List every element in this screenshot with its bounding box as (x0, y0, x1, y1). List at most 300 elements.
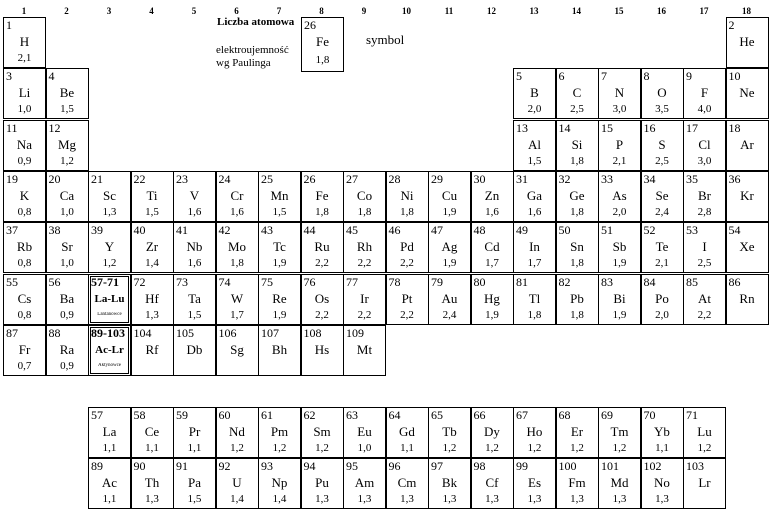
atomic-number: 80 (473, 274, 486, 289)
electronegativity: 2,8 (697, 205, 712, 218)
element-symbol: Cs (17, 290, 32, 306)
element-symbol: Bi (613, 290, 626, 306)
element-cell (428, 171, 471, 222)
element-symbol: Pm (270, 424, 289, 439)
element-symbol: Fm (568, 475, 586, 490)
electronegativity: 2,1 (17, 52, 32, 64)
atomic-number: 89 (91, 459, 103, 473)
element-symbol: Dy (484, 424, 500, 439)
atomic-number: 55 (6, 274, 18, 289)
electronegativity: 1,4 (145, 257, 159, 270)
electronegativity: 1,3 (485, 493, 499, 505)
element-symbol: F (700, 85, 709, 101)
electronegativity: 0,8 (17, 308, 32, 321)
atomic-number: 16 (643, 120, 656, 135)
atomic-number: 38 (48, 223, 61, 238)
electronegativity: 1,1 (400, 442, 414, 454)
element-cell (471, 458, 514, 509)
element-cell (301, 407, 344, 458)
element-cell (556, 458, 599, 509)
electronegativity: 1,6 (230, 205, 244, 218)
electronegativity: 1,2 (570, 442, 584, 454)
element-cell (641, 68, 684, 119)
element-cell (683, 407, 726, 458)
element-symbol: Ni (400, 187, 414, 203)
atomic-number: 94 (303, 459, 316, 473)
atomic-number: 78 (388, 274, 401, 289)
element-cell (88, 222, 131, 273)
element-symbol: Na (16, 136, 33, 152)
element-symbol: Sg (230, 341, 244, 357)
atomic-number: 36 (728, 171, 741, 186)
element-cell (726, 120, 769, 171)
element-symbol: Ag (441, 239, 458, 255)
group-number: 17 (699, 6, 709, 16)
element-symbol: Am (354, 475, 375, 490)
element-cell (343, 222, 386, 273)
electronegativity: 1,2 (485, 442, 499, 454)
atomic-number: 13 (516, 120, 528, 135)
atomic-number: 67 (516, 408, 528, 422)
atomic-number: 66 (473, 408, 486, 422)
group-number: 4 (149, 6, 154, 16)
electronegativity: 3,5 (655, 103, 669, 116)
element-symbol: Rh (356, 239, 373, 255)
electronegativity: 2,2 (315, 257, 329, 270)
atomic-number: 99 (516, 459, 528, 473)
element-cell (471, 274, 514, 325)
atomic-number: 9 (686, 69, 692, 84)
element-symbol: Cl (698, 136, 711, 152)
electronegativity: 1,9 (612, 257, 627, 270)
element-symbol: Sr (61, 239, 73, 255)
electronegativity: 0,8 (17, 205, 32, 218)
element-cell (471, 222, 514, 273)
atomic-number: 85 (686, 274, 698, 289)
element-cell (683, 171, 726, 222)
electronegativity: 1,7 (230, 308, 244, 321)
element-symbol: Sc (103, 187, 116, 203)
element-symbol: B (530, 85, 539, 101)
element-cell (3, 68, 46, 119)
electronegativity: 1,5 (272, 205, 287, 218)
element-cell (46, 68, 89, 119)
element-cell (343, 171, 386, 222)
atomic-number: 103 (686, 459, 704, 473)
atomic-number: 15 (601, 120, 613, 135)
element-symbol: K (19, 187, 30, 203)
atomic-number: 42 (218, 223, 231, 238)
element-cell (683, 458, 726, 509)
element-symbol: Mg (57, 136, 77, 152)
electronegativity: 4,0 (697, 103, 712, 116)
element-symbol: Ce (144, 424, 160, 439)
electronegativity: 1,9 (272, 257, 287, 270)
electronegativity: 1,0 (357, 442, 372, 454)
atomic-number: 65 (431, 408, 443, 422)
element-cell (131, 171, 174, 222)
element-cell (386, 171, 429, 222)
electronegativity: 1,8 (315, 205, 329, 218)
element-cell (428, 274, 471, 325)
element-symbol: N (614, 85, 625, 101)
atomic-number: 1 (6, 18, 12, 32)
element-cell (683, 274, 726, 325)
atomic-number: 43 (261, 223, 273, 238)
element-symbol: Bh (271, 341, 288, 357)
atomic-number: 47 (431, 223, 443, 238)
atomic-number: 87 (6, 325, 18, 340)
element-cell (641, 171, 684, 222)
element-cell (258, 222, 301, 273)
electronegativity: 1,7 (527, 257, 542, 270)
element-symbol: Po (655, 290, 669, 306)
element-symbol: Bk (441, 475, 458, 490)
atomic-number: 83 (601, 274, 613, 289)
atomic-number: 35 (686, 171, 698, 186)
element-symbol: Al (528, 136, 541, 152)
group-number: 15 (614, 6, 624, 16)
legend-example-atomic-number: 26 (304, 18, 316, 32)
group-number: 6 (234, 6, 239, 16)
electronegativity: 1,8 (570, 257, 584, 270)
element-symbol: Gd (399, 424, 415, 439)
element-cell (428, 407, 471, 458)
electronegativity: 1,3 (145, 308, 159, 321)
group-number: 16 (657, 6, 666, 16)
element-cell (513, 171, 556, 222)
atomic-number: 91 (176, 459, 188, 473)
electronegativity: 1,8 (400, 205, 414, 218)
atomic-number: 98 (473, 459, 486, 473)
element-symbol: Rb (16, 239, 33, 255)
atomic-number: 58 (133, 408, 146, 422)
element-symbol: Sb (612, 239, 627, 255)
element-cell (3, 274, 46, 325)
atomic-number: 102 (643, 459, 662, 473)
element-symbol: Ga (526, 187, 543, 203)
electronegativity: 2,1 (655, 257, 669, 270)
element-cell (258, 407, 301, 458)
atomic-number: 82 (558, 274, 571, 289)
electronegativity: 1,3 (400, 493, 414, 505)
element-cell (513, 68, 556, 119)
element-cell (173, 222, 216, 273)
atomic-number: 18 (728, 120, 741, 135)
electronegativity: 1,1 (187, 442, 202, 454)
electronegativity: 1,4 (272, 493, 287, 505)
element-symbol: Lr (698, 475, 711, 490)
element-cell (386, 222, 429, 273)
atomic-number: 45 (346, 223, 358, 238)
element-symbol: Pd (400, 239, 414, 255)
atomic-number: 88 (48, 325, 61, 340)
element-cell (216, 407, 259, 458)
element-symbol: Ar (740, 136, 754, 152)
electronegativity: 1,3 (527, 493, 542, 505)
element-symbol: Md (610, 475, 629, 490)
element-cell (216, 274, 259, 325)
element-symbol: Co (356, 187, 373, 203)
atomic-number: 76 (303, 274, 316, 289)
element-symbol: Er (570, 424, 584, 439)
atomic-number: 90 (133, 459, 146, 473)
element-cell (598, 68, 641, 119)
electronegativity: 1,2 (315, 442, 329, 454)
element-symbol: S (658, 136, 666, 152)
element-symbol: At (698, 290, 711, 306)
element-symbol: In (529, 239, 540, 255)
atomic-number: 19 (6, 171, 18, 186)
atomic-number: 89-103 (91, 325, 125, 340)
element-cell (386, 458, 429, 509)
element-symbol: Cm (397, 475, 417, 490)
atomic-number: 70 (643, 408, 656, 422)
atomic-number: 101 (601, 459, 619, 473)
element-cell (513, 274, 556, 325)
element-cell (3, 222, 46, 273)
element-cell (131, 274, 174, 325)
atomic-number: 22 (133, 171, 146, 186)
element-symbol: Ti (146, 187, 158, 203)
element-symbol: Fe (315, 187, 329, 203)
atomic-number: 31 (516, 171, 528, 186)
electronegativity: 0,9 (60, 308, 74, 321)
legend-example-symbol: Fe (316, 34, 329, 49)
element-cell (131, 458, 174, 509)
group-number: 1 (21, 6, 27, 16)
element-symbol: No (654, 475, 670, 490)
element-cell (258, 274, 301, 325)
electronegativity: 1,1 (102, 493, 117, 505)
element-cell (343, 274, 386, 325)
element-symbol: Ge (569, 187, 585, 203)
element-cell (46, 120, 89, 171)
element-cell (88, 171, 131, 222)
atomic-number: 6 (558, 69, 565, 84)
element-cell (726, 17, 769, 68)
group-number: 10 (402, 6, 411, 16)
element-cell (173, 407, 216, 458)
element-symbol: La-Lu (94, 292, 125, 305)
atomic-number: 52 (643, 223, 656, 238)
atomic-number: 100 (558, 459, 577, 473)
electronegativity: 1,0 (17, 103, 32, 116)
atomic-number: 30 (473, 171, 486, 186)
element-cell (471, 171, 514, 222)
atomic-number: 44 (303, 223, 316, 238)
element-cell (513, 458, 556, 509)
atomic-number: 69 (601, 408, 613, 422)
atomic-number: 50 (558, 223, 571, 238)
electronegativity: 2,5 (655, 154, 669, 167)
atomic-number: 106 (218, 325, 237, 340)
element-symbol: Hf (145, 290, 159, 306)
atomic-number: 79 (431, 274, 443, 289)
atomic-number: 74 (218, 274, 231, 289)
electronegativity: 1,3 (442, 493, 457, 505)
electronegativity: 1,2 (60, 154, 74, 167)
electronegativity: 2,2 (357, 308, 372, 321)
atomic-number: 10 (728, 69, 741, 84)
electronegativity: 2,5 (570, 103, 584, 116)
atomic-number: 4 (48, 69, 55, 84)
electronegativity: 1,9 (612, 308, 627, 321)
element-symbol: H (19, 34, 30, 49)
atomic-number: 33 (601, 171, 613, 186)
element-cell (598, 120, 641, 171)
electronegativity: 2,5 (697, 257, 712, 270)
atomic-number-label: Liczba atomowa (217, 16, 295, 28)
atomic-number: 97 (431, 459, 443, 473)
atomic-number: 59 (176, 408, 188, 422)
element-symbol: Br (698, 187, 711, 203)
atomic-number: 11 (6, 120, 18, 135)
element-cell (556, 68, 599, 119)
atomic-number: 21 (91, 171, 103, 186)
element-cell (556, 222, 599, 273)
group-number: 11 (444, 6, 454, 16)
atomic-number: 39 (91, 223, 103, 238)
element-symbol: Os (314, 290, 330, 306)
atomic-number: 54 (728, 223, 741, 238)
element-symbol: Nd (229, 424, 245, 439)
element-symbol: U (232, 475, 242, 490)
element-symbol: Lu (697, 424, 712, 439)
electronegativity: 2,0 (655, 308, 669, 321)
atomic-number: 34 (643, 171, 656, 186)
element-cell (3, 120, 46, 171)
electronegativity: 1,0 (60, 205, 74, 218)
electronegativity: 1,8 (570, 205, 584, 218)
element-cell (46, 325, 89, 376)
element-cell (343, 458, 386, 509)
element-symbol: I (702, 239, 707, 255)
element-symbol: C (572, 85, 582, 101)
element-symbol: Cd (484, 239, 500, 255)
atomic-number: 28 (388, 171, 401, 186)
electronegativity: 2,2 (357, 257, 372, 270)
symbol-label: symbol (366, 32, 405, 47)
electronegativity: 1,4 (230, 493, 244, 505)
electronegativity: 1,8 (570, 154, 584, 167)
element-cell (131, 407, 174, 458)
electronegativity: 1,9 (442, 205, 457, 218)
element-symbol: Tm (610, 424, 629, 439)
atomic-number: 109 (346, 325, 364, 340)
electronegativity: 2,0 (527, 103, 542, 116)
atomic-number: 53 (686, 223, 698, 238)
element-cell (46, 222, 89, 273)
element-cell (386, 274, 429, 325)
group-number: 8 (319, 6, 324, 16)
electronegativity: 1,2 (102, 257, 117, 270)
atomic-number: 95 (346, 459, 358, 473)
element-symbol: Sm (313, 424, 331, 439)
atomic-number: 12 (48, 120, 61, 135)
element-symbol: P (615, 136, 624, 152)
atomic-number: 62 (303, 408, 316, 422)
atomic-number: 24 (218, 171, 231, 186)
group-number: 13 (529, 6, 539, 16)
electronegativity: 1,5 (60, 103, 74, 116)
element-symbol: Re (272, 290, 287, 306)
atomic-number: 61 (261, 408, 273, 422)
atomic-number: 41 (176, 223, 188, 238)
element-cell (343, 407, 386, 458)
element-cell (3, 325, 46, 376)
atomic-number: 73 (176, 274, 188, 289)
element-cell (471, 407, 514, 458)
element-symbol: As (612, 187, 627, 203)
atomic-number: 108 (303, 325, 322, 340)
element-symbol: Rn (739, 290, 755, 306)
electronegativity: 2,4 (442, 308, 457, 321)
electronegativity: 1,5 (187, 493, 202, 505)
electronegativity: 1,2 (272, 442, 287, 454)
electronegativity: 1,3 (357, 493, 372, 505)
atomic-number: 68 (558, 408, 571, 422)
element-cell (216, 325, 259, 376)
element-symbol: Fr (18, 341, 31, 357)
electronegativity: 2,2 (697, 308, 712, 321)
element-symbol: Se (655, 187, 669, 203)
element-symbol: Pr (188, 424, 201, 439)
element-symbol: Tl (528, 290, 541, 306)
element-symbol: Te (655, 239, 669, 255)
atomic-number: 71 (686, 408, 698, 422)
electronegativity: 1,3 (570, 493, 584, 505)
electronegativity: 1,2 (442, 442, 457, 454)
electronegativity: 1,9 (272, 308, 287, 321)
element-symbol: Cr (230, 187, 244, 203)
atomic-number: 57 (91, 408, 103, 422)
element-symbol: La (102, 424, 117, 439)
atomic-number: 5 (516, 69, 522, 84)
element-cell (683, 222, 726, 273)
element-symbol: Tb (442, 424, 457, 439)
element-cell (386, 407, 429, 458)
atomic-number: 17 (686, 120, 698, 135)
element-cell (216, 458, 259, 509)
element-symbol: Ac (101, 475, 118, 490)
electronegativity: 1,2 (697, 442, 712, 454)
element-symbol: Y (104, 239, 115, 255)
element-symbol: Th (144, 475, 160, 490)
element-cell (88, 458, 131, 509)
element-cell (216, 222, 259, 273)
electronegativity: 0,9 (60, 359, 74, 372)
element-symbol: Li (18, 85, 31, 101)
element-cell (513, 407, 556, 458)
electronegativity: 0,9 (17, 154, 32, 167)
group-number: 3 (106, 6, 112, 16)
electronegativity: 1,3 (655, 493, 669, 505)
atomic-number: 49 (516, 223, 528, 238)
element-symbol: Be (59, 85, 75, 101)
electronegativity: 1,3 (102, 205, 117, 218)
element-symbol: Db (186, 341, 203, 357)
element-cell (726, 68, 769, 119)
element-cell (726, 222, 769, 273)
electronegativity: 1,3 (315, 493, 329, 505)
element-symbol: Pb (570, 290, 584, 306)
atomic-number: 72 (133, 274, 146, 289)
atomic-number: 40 (133, 223, 146, 238)
electronegativity: 1,8 (527, 308, 542, 321)
series-placeholder-cell (88, 325, 131, 376)
element-symbol: Cf (485, 475, 499, 490)
